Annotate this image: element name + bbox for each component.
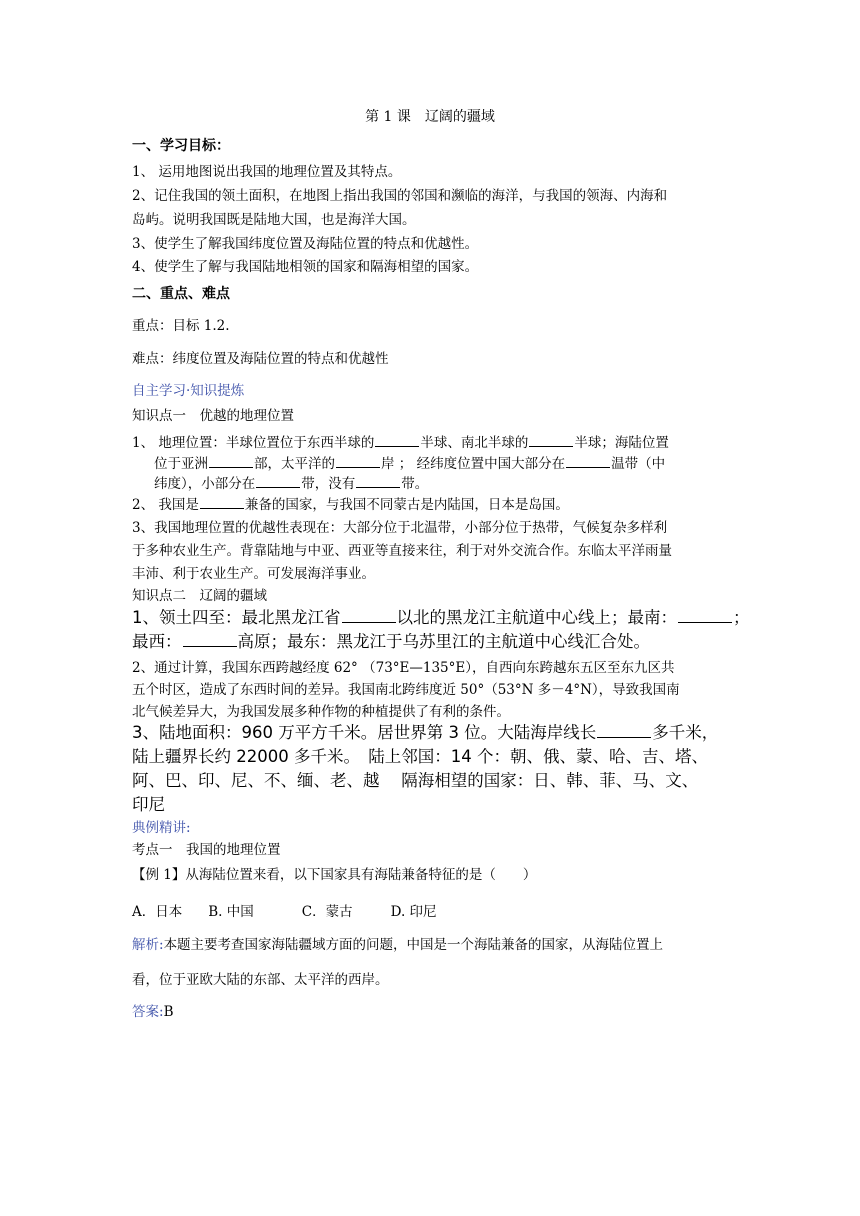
fill-blank: [336, 453, 380, 468]
analysis-text: 本题主要考查国家海陆疆域方面的问题，中国是一个海陆兼备的国家，从海陆位置上: [163, 937, 664, 953]
answer-options: [132, 902, 463, 922]
option-b: B. 中国: [208, 904, 254, 920]
text-segment: 3、陆地面积：960 万平方千米。居世界第 3 位。大陆海岸线长: [132, 723, 597, 742]
kp2-line-6: [132, 721, 718, 745]
kp2-line-5: 北气候差异大，为我国发展多种作物的种植提供了有利的条件。: [132, 704, 510, 720]
text-segment: 1、领土四至：最北黑龙江省: [132, 608, 341, 627]
fill-blank: [597, 721, 651, 738]
text-segment: ；: [733, 608, 750, 627]
text-segment: 带，没有: [301, 476, 356, 492]
kp1-line-4: [132, 494, 569, 515]
section-heading-goals: 一、学习目标：: [132, 138, 230, 154]
text-segment: 位于亚洲: [154, 456, 208, 472]
text-segment: 温带（中: [611, 456, 666, 472]
example-question: 【例 1】从海陆位置来看，以下国家具有海陆兼备特征的是（ ）: [132, 867, 537, 883]
text-segment: 岸 ； 经纬度位置中国大部分在: [381, 456, 566, 472]
fill-blank: [183, 630, 237, 647]
kp2-line-4: 五个时区，造成了东西时间的差异。我国南北跨纬度近 50°（53°N 多－4°N），导致我国南: [132, 682, 680, 698]
kp2-line-1: [132, 606, 750, 630]
kp1-line-1: [132, 432, 669, 453]
text-segment: 部，太平洋的: [254, 456, 335, 472]
goal-line: 4、使学生了解与我国陆地相领的国家和隔海相望的国家。: [132, 259, 479, 275]
text-segment: 2、 我国是: [132, 497, 199, 513]
text-segment: 半球；海陆位置: [574, 435, 669, 451]
kp1-line-5: 3、我国地理位置的优越性表现在：大部分位于北温带，小部分位于热带，气候复杂多样利: [132, 520, 668, 536]
goal-line: 3、使学生了解我国纬度位置及海陆位置的特点和优越性。: [132, 236, 479, 252]
fill-blank: [256, 473, 300, 488]
fill-blank: [200, 494, 244, 509]
fill-blank: [209, 453, 253, 468]
answer-line: [132, 1002, 173, 1022]
section-heading-key-points: 二、重点、难点: [132, 286, 230, 302]
analysis-line-2: 看，位于亚欧大陆的东部、太平洋的西岸。: [132, 972, 389, 988]
goal-line: 岛屿。说明我国既是陆地大国，也是海洋大国。: [132, 212, 416, 228]
self-study-heading: 自主学习·知识提炼: [132, 383, 245, 399]
fill-blank: [375, 432, 419, 447]
fill-blank: [356, 473, 400, 488]
text-segment: 兼备的国家，与我国不同蒙古是内陆国，日本是岛国。: [244, 497, 569, 513]
option-c: C．蒙古: [301, 904, 353, 920]
kp1-line-3: [154, 473, 428, 494]
difficult-point: 难点：纬度位置及海陆位置的特点和优越性: [132, 351, 389, 367]
text-segment: 以北的黑龙江主航道中心线上；最南：: [396, 608, 677, 627]
text-segment: 纬度），小部分在: [154, 476, 256, 492]
text-segment: 最西：: [132, 632, 182, 651]
fill-blank: [566, 453, 610, 468]
key-point: 重点：目标 1.2.: [132, 318, 230, 334]
option-a: A．日本: [132, 904, 183, 920]
fill-blank: [678, 606, 732, 623]
goal-line: 2、记住我国的领土面积，在地图上指出我国的邻国和濒临的海洋，与我国的领海、内海和: [132, 188, 668, 204]
kp2-line-9: 印尼: [132, 795, 165, 814]
kp1-line-6: 于多种农业生产。背靠陆地与中亚、西亚等直接来往，利于对外交流合作。东临太平洋雨量: [132, 543, 672, 559]
answer-value: B: [163, 1004, 174, 1020]
fill-blank: [342, 606, 396, 623]
text-segment: 高原；最东：黑龙江于乌苏里江的主航道中心线汇合处。: [237, 632, 650, 651]
goal-line: 1、 运用地图说出我国的地理位置及其特点。: [132, 164, 402, 180]
answer-label: 答案:: [132, 1004, 164, 1020]
kp2-line-3: 2、通过计算，我国东西跨越经度 62° （73°E—135°E），自西向东跨越东五区至东九区共: [132, 660, 675, 676]
knowledge-point-2-title: 知识点二 辽阔的疆域: [132, 588, 267, 604]
exam-point-title: 考点一 我国的地理位置: [132, 842, 281, 858]
fill-blank: [529, 432, 573, 447]
kp1-line-7: 丰沛、利于农业生产。可发展海洋事业。: [132, 566, 375, 582]
text-segment: 多千米，: [652, 723, 719, 742]
analysis-line-1: [132, 935, 663, 955]
analysis-label: 解析:: [132, 937, 164, 953]
text-segment: 带。: [401, 476, 429, 492]
text-segment: 半球、南北半球的: [420, 435, 529, 451]
kp2-line-7: 陆上疆界长约 22000 多千米。 陆上邻国：14 个：朝、俄、蒙、哈、吉、塔、: [132, 747, 708, 766]
option-d: D. 印尼: [390, 904, 437, 920]
kp1-line-2: [154, 453, 665, 474]
knowledge-point-1-title: 知识点一 优越的地理位置: [132, 408, 294, 424]
example-heading: 典例精讲:: [132, 820, 191, 836]
lesson-title: 第 1 课 辽阔的疆域: [365, 109, 495, 125]
kp2-line-8: 阿、巴、印、尼、不、缅、老、越 隔海相望的国家：日、韩、菲、马、文、: [132, 771, 699, 790]
kp2-line-2: [132, 630, 650, 654]
text-segment: 1、 地理位置：半球位置位于东西半球的: [132, 435, 375, 451]
